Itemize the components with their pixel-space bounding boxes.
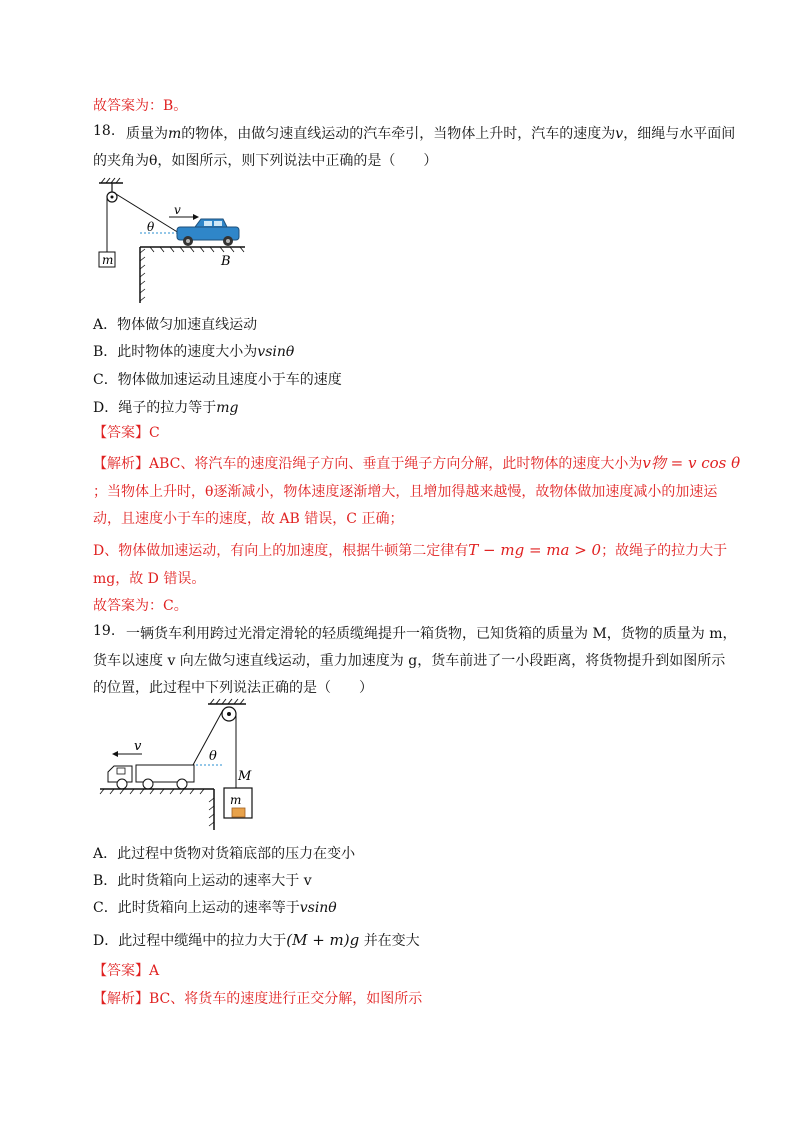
q19-number: 19. — [93, 623, 116, 639]
q19-analysis-line1: 【解析】BC、将货车的速度进行正交分解，如图所示 — [93, 991, 423, 1007]
q18-answer — [93, 423, 720, 443]
answer-value: C — [149, 425, 160, 441]
q18-analysis-line4: D、物体做加速运动，有向上的加速度，根据牛顿第二定律有T − mg = ma > 0；故绳子的拉力大于 — [93, 541, 728, 559]
q19-figure-label-m: m — [230, 793, 242, 807]
q18-stem-mass-symbol: m — [168, 126, 182, 142]
q19-option-d: D．此过程中缆绳中的拉力大于(M + m)g 并在变大 — [93, 931, 420, 949]
answer-tag: 【答案】 — [93, 425, 149, 441]
q19-option-a: A．此过程中货物对货箱底部的压力在变小 — [93, 846, 356, 862]
q19-stem-line2: 货车以速度 v 向左做匀速直线运动，重力加速度为 g，货车前进了一小段距离，将货物提升到如图所示 — [93, 653, 726, 669]
q18-option-b: B．此时物体的速度大小为vsinθ — [93, 344, 295, 360]
q19-option-b: B．此时货箱向上运动的速率大于 v — [93, 873, 312, 889]
answer-value: A — [149, 963, 160, 979]
q18-analysis-line1: 【解析】ABC、将汽车的速度沿绳子方向、垂直于绳子方向分解，此时物体的速度大小为v物 = v cos θ — [93, 454, 741, 472]
q18-stem-part: 的物体，由做匀速直线运动的汽车牵引，当物体上升时，汽车的速度为 — [181, 126, 616, 142]
analysis-tag: 【解析】 — [93, 456, 149, 472]
q19-option-d-math: (M + m)g — [286, 931, 360, 949]
q19-stem-line1: 一辆货车利用跨过光滑定滑轮的轻质缆绳提升一箱货物，已知货箱的质量为 M，货物的质量为 m， — [126, 626, 737, 642]
q18-option-c: C．物体做加速运动且速度小于车的速度 — [93, 372, 342, 388]
prev-answer-conclusion: 故答案为：B。 — [93, 98, 188, 114]
q18-stem-velocity-symbol: v — [615, 126, 624, 142]
q18-stem-line2: 的夹角为θ，如图所示，则下列说法中正确的是（ ） — [93, 153, 438, 169]
q18-option-d-math: mg — [216, 400, 239, 416]
q18-number: 18. — [93, 123, 116, 139]
q18-stem-part: ，细绳与水平面间 — [623, 126, 736, 142]
q18-analysis-line5: mg，故 D 错误。 — [93, 571, 206, 587]
q19-option-c-math: vsinθ — [299, 900, 337, 916]
q18-analysis-line2: ；当物体上升时，θ逐渐减小，物体速度逐渐增大，且增加得越来越慢，故物体做加速度减小的加速运 — [93, 484, 718, 500]
q18-figure-label-theta: θ — [147, 220, 155, 234]
q18-stem-part: 质量为 — [126, 126, 168, 142]
q18-analysis-line3: 动，且速度小于车的速度，故 AB 错误，C 正确； — [93, 511, 404, 527]
analysis-tag: 【解析】 — [93, 991, 149, 1007]
q18-figure-label-m: m — [102, 253, 114, 267]
q19-answer — [93, 961, 720, 981]
q19-figure — [96, 698, 266, 833]
q18-formula-velocity: v物 = v cos θ — [642, 454, 741, 472]
q19-figure-label-M: M — [238, 769, 252, 784]
q19-stem-line3: 的位置，此过程中下列说法正确的是（ ） — [93, 680, 373, 696]
answer-tag: 【答案】 — [93, 963, 149, 979]
q18-figure — [95, 175, 255, 305]
q18-final-answer: 故答案为：C。 — [93, 598, 188, 614]
q18-figure-label-B: B — [221, 254, 231, 269]
q18-figure-label-v: v — [174, 203, 181, 217]
q19-figure-label-v: v — [134, 739, 142, 754]
car-icon — [177, 219, 239, 246]
truck-icon — [108, 765, 194, 789]
q19-option-c: C．此时货箱向上运动的速率等于vsinθ — [93, 900, 337, 916]
q18-option-b-math: vsinθ — [257, 344, 295, 360]
q18-formula-newton: T − mg = ma > 0 — [468, 541, 602, 559]
q18-option-a: A．物体做匀加速直线运动 — [93, 317, 258, 333]
q18-option-d: D．绳子的拉力等于mg — [93, 400, 239, 416]
q19-figure-label-theta: θ — [209, 749, 217, 764]
q18-stem-line1 — [126, 123, 735, 143]
